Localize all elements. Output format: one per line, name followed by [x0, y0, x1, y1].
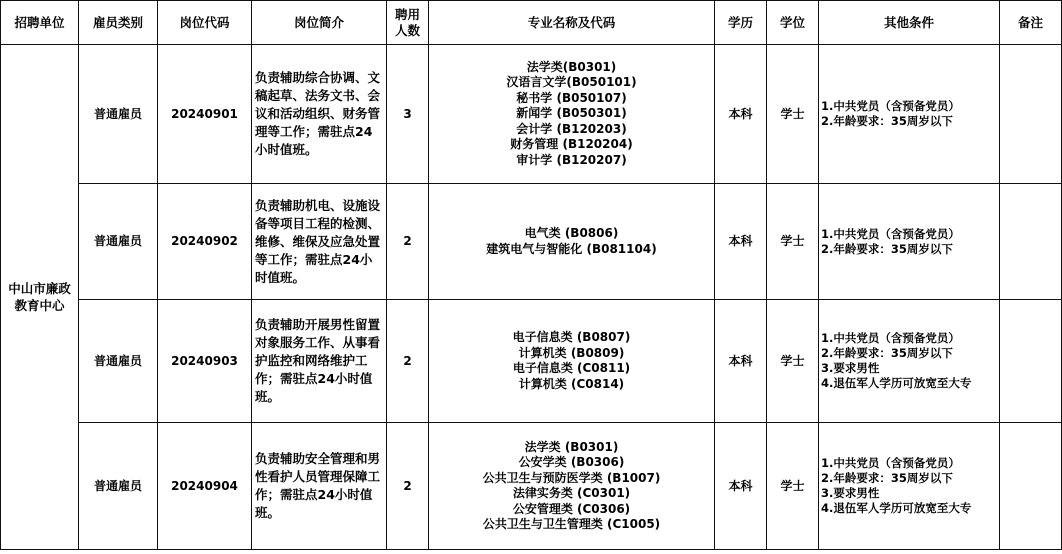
note: [1000, 184, 1062, 300]
major-item: 建筑电气与智能化 (B081104): [486, 241, 657, 256]
condition-item: 4.退伍军人学历可放宽至大专: [821, 376, 972, 390]
condition-item: 2.年龄要求：35周岁以下: [821, 241, 953, 256]
education: 本科: [715, 184, 767, 300]
employee-category: 普通雇员: [79, 184, 158, 300]
header-code: 岗位代码: [158, 1, 252, 45]
position-intro: 负责辅助机电、设施设备等项目工程的检测、维修、维保及应急处置等工作；需驻点24小时值班。: [252, 184, 387, 300]
education: 本科: [715, 423, 767, 550]
employee-category: 普通雇员: [79, 423, 158, 550]
table-row: [1, 423, 1062, 550]
degree: 学士: [767, 300, 819, 423]
degree: 学士: [767, 45, 819, 184]
majors-list: [429, 45, 715, 184]
note: [1000, 300, 1062, 423]
condition-item: 2.年龄要求：35周岁以下: [821, 471, 953, 485]
employee-category: 普通雇员: [79, 300, 158, 423]
major-item: 电子信息类 (B0807): [512, 330, 631, 344]
recruiting-unit: 中山市廉政教育中心: [1, 45, 79, 550]
education: 本科: [715, 45, 767, 184]
major-item: 公安学类 (B0306): [518, 455, 625, 469]
header-unit: 招聘单位: [1, 1, 79, 45]
education: 本科: [715, 300, 767, 423]
header-count: 聘用人数: [387, 1, 429, 45]
employee-category: 普通雇员: [79, 45, 158, 184]
condition-item: 3.要求男性: [821, 361, 880, 375]
majors-list: [429, 423, 715, 550]
major-item: 法学类(B0301): [526, 59, 617, 74]
hire-count: 2: [387, 423, 429, 550]
header-row: [1, 1, 1062, 45]
condition-item: 3.要求男性: [821, 486, 880, 500]
position-code: 20240902: [158, 184, 252, 300]
major-item: 法律实务类 (C0301): [512, 486, 631, 500]
other-conditions: [819, 300, 1000, 423]
major-item: 会计学 (B120203): [516, 121, 627, 136]
note: [1000, 423, 1062, 550]
hire-count: 3: [387, 45, 429, 184]
condition-item: 1.中共党员（含预备党员）: [821, 456, 960, 470]
major-item: 公共卫生与卫生管理类 (C1005): [482, 517, 661, 531]
major-item: 计算机类 (C0814): [518, 376, 625, 391]
header-note: 备注: [1000, 1, 1062, 45]
condition-item: 1.中共党员（含预备党员）: [821, 331, 960, 345]
table-row: [1, 45, 1062, 184]
position-code: 20240904: [158, 423, 252, 550]
condition-item: 1.中共党员（含预备党员）: [821, 226, 960, 241]
majors-list: [429, 300, 715, 423]
table-row: [1, 184, 1062, 300]
note: [1000, 45, 1062, 184]
major-item: 公共卫生与预防医学类 (B1007): [482, 470, 661, 485]
degree: 学士: [767, 184, 819, 300]
position-intro: 负责辅助安全管理和男性看护人员管理保障工作；需驻点24小时值班。: [252, 423, 387, 550]
table-row: [1, 300, 1062, 423]
condition-item: 4.退伍军人学历可放宽至大专: [821, 501, 972, 515]
header-intro: 岗位简介: [252, 1, 387, 45]
other-conditions: [819, 184, 1000, 300]
degree: 学士: [767, 423, 819, 550]
header-degree: 学位: [767, 1, 819, 45]
hire-count: 2: [387, 184, 429, 300]
major-item: 秘书学 (B050107): [516, 90, 627, 105]
header-category: 雇员类别: [79, 1, 158, 45]
major-item: 财务管理 (B120204): [510, 137, 633, 152]
condition-item: 2.年龄要求：35周岁以下: [821, 114, 953, 128]
major-item: 计算机类 (B0809): [518, 345, 625, 360]
major-item: 电气类 (B0806): [524, 226, 619, 240]
position-intro: 负责辅助开展男性留置对象服务工作、从事看护监控和网络维护工作；需驻点24小时值班。: [252, 300, 387, 423]
position-code: 20240901: [158, 45, 252, 184]
other-conditions: [819, 423, 1000, 550]
majors-list: [429, 184, 715, 300]
position-intro: 负责辅助综合协调、文稿起草、法务文书、会议和活动组织、财务管理等工作；需驻点24小时值班。: [252, 45, 387, 184]
hire-count: 2: [387, 300, 429, 423]
condition-item: 2.年龄要求：35周岁以下: [821, 346, 953, 360]
major-item: 汉语言文学(B050101): [506, 75, 637, 90]
major-item: 法学类 (B0301): [524, 439, 619, 454]
major-item: 公安管理类 (C0306): [512, 501, 631, 516]
major-item: 审计学 (B120207): [516, 152, 627, 167]
position-code: 20240903: [158, 300, 252, 423]
header-education: 学历: [715, 1, 767, 45]
condition-item: 1.中共党员（含预备党员）: [821, 99, 960, 113]
major-item: 新闻学 (B050301): [516, 106, 627, 121]
header-majors: 专业名称及代码: [429, 1, 715, 45]
other-conditions: [819, 45, 1000, 184]
header-conditions: 其他条件: [819, 1, 1000, 45]
major-item: 电子信息类 (C0811): [512, 361, 631, 375]
